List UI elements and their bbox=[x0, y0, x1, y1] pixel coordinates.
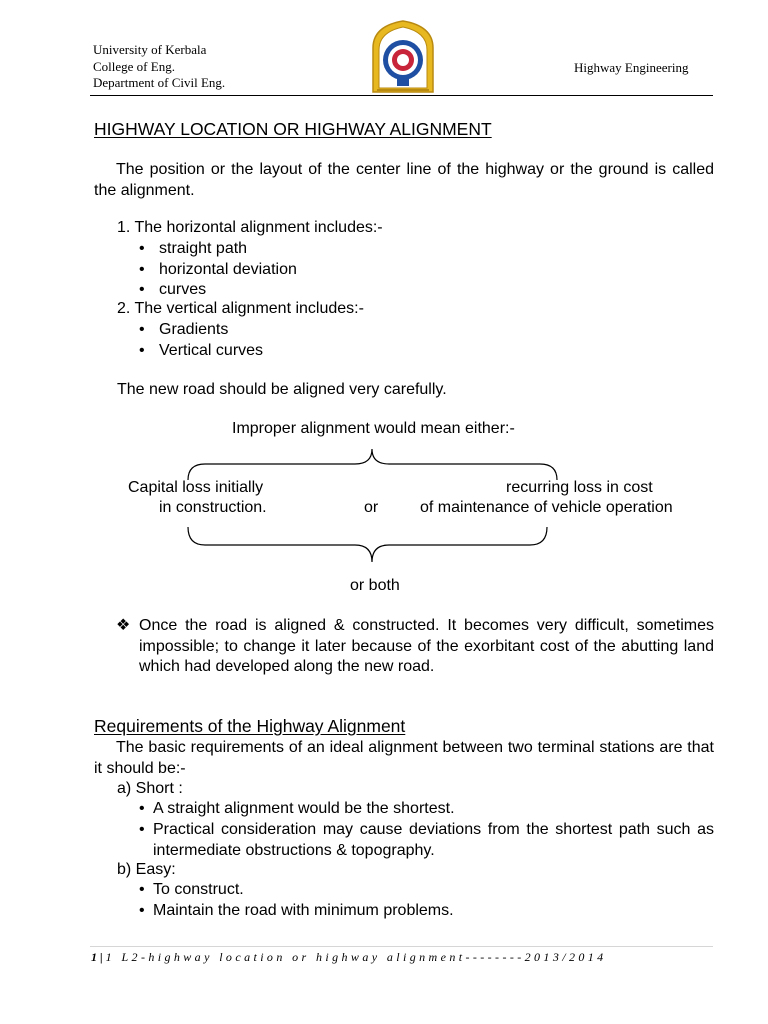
list-item: • straight path bbox=[139, 239, 247, 260]
page-number: 1 | bbox=[91, 950, 106, 964]
list-item: • horizontal deviation bbox=[139, 260, 297, 281]
footer-text: L2-highway location or highway alignment--------2013/2014 bbox=[121, 950, 607, 964]
page-footer bbox=[91, 950, 607, 965]
list-item: • To construct. bbox=[139, 880, 244, 901]
bullet-icon: • bbox=[139, 881, 145, 898]
university-name: University of Kerbala bbox=[93, 42, 207, 57]
requirements-intro: The basic requirements of an ideal alignment between two terminal stations are that it should be:- bbox=[94, 739, 714, 777]
horizontal-alignment-title: 1. The horizontal alignment includes:- bbox=[117, 219, 383, 236]
recurring-loss-line1: recurring loss in cost bbox=[506, 479, 653, 496]
vertical-alignment-title: 2. The vertical alignment includes:- bbox=[117, 300, 364, 317]
header-institution bbox=[93, 42, 225, 92]
capital-loss-line2: in construction. bbox=[159, 499, 267, 516]
once-paragraph: Once the road is aligned & constructed. It becomes very difficult, sometimes impossible; to change it later because of the exorbitant cost of the abutting land which had developed along the new road. bbox=[139, 617, 714, 676]
college-name: College of Eng. bbox=[93, 58, 175, 74]
improper-heading: Improper alignment would mean either:- bbox=[232, 420, 515, 437]
bullet-icon: • bbox=[139, 240, 145, 257]
header-divider bbox=[90, 95, 713, 96]
page-number-italic: 1 bbox=[105, 950, 116, 964]
recurring-loss-line2: of maintenance of vehicle operation bbox=[420, 499, 673, 516]
requirement-b-label: b) Easy: bbox=[117, 861, 176, 878]
list-item: • curves bbox=[139, 280, 206, 301]
university-seal-icon bbox=[367, 18, 439, 94]
page-title: HIGHWAY LOCATION OR HIGHWAY ALIGNMENT bbox=[94, 119, 492, 139]
list-item: • Practical consideration may cause deviations from the shortest path such as intermediate obstructions & topography. bbox=[139, 821, 714, 859]
bullet-icon: • bbox=[139, 321, 145, 338]
diamond-bullet-icon: ❖ bbox=[116, 617, 131, 634]
department-name: Department of Civil Eng. bbox=[93, 75, 226, 90]
capital-loss-line1: Capital loss initially bbox=[128, 479, 264, 496]
bullet-icon: • bbox=[139, 342, 145, 359]
bullet-icon: • bbox=[139, 261, 145, 278]
requirement-a-label: a) Short : bbox=[117, 780, 183, 797]
bullet-icon: • bbox=[139, 902, 145, 919]
careful-statement: The new road should be aligned very carefully. bbox=[117, 381, 447, 398]
bullet-icon: • bbox=[139, 800, 145, 817]
list-item: • A straight alignment would be the shortest. bbox=[139, 799, 455, 820]
bottom-brace bbox=[188, 527, 547, 562]
or-label: or bbox=[364, 499, 379, 516]
footer-divider bbox=[90, 946, 713, 947]
list-item: • Maintain the road with minimum problems. bbox=[139, 901, 454, 922]
page-header bbox=[0, 0, 768, 100]
bullet-icon: • bbox=[139, 281, 145, 298]
bullet-icon: • bbox=[139, 821, 145, 838]
top-brace bbox=[188, 449, 557, 480]
or-both-label: or both bbox=[350, 577, 400, 594]
course-name: Highway Engineering bbox=[574, 60, 689, 75]
section-heading: Requirements of the Highway Alignment bbox=[94, 716, 406, 736]
intro-paragraph: The position or the layout of the center line of the highway or the ground is called the alignment. bbox=[94, 161, 714, 199]
list-item: • Vertical curves bbox=[139, 341, 263, 362]
list-item: • Gradients bbox=[139, 320, 228, 341]
